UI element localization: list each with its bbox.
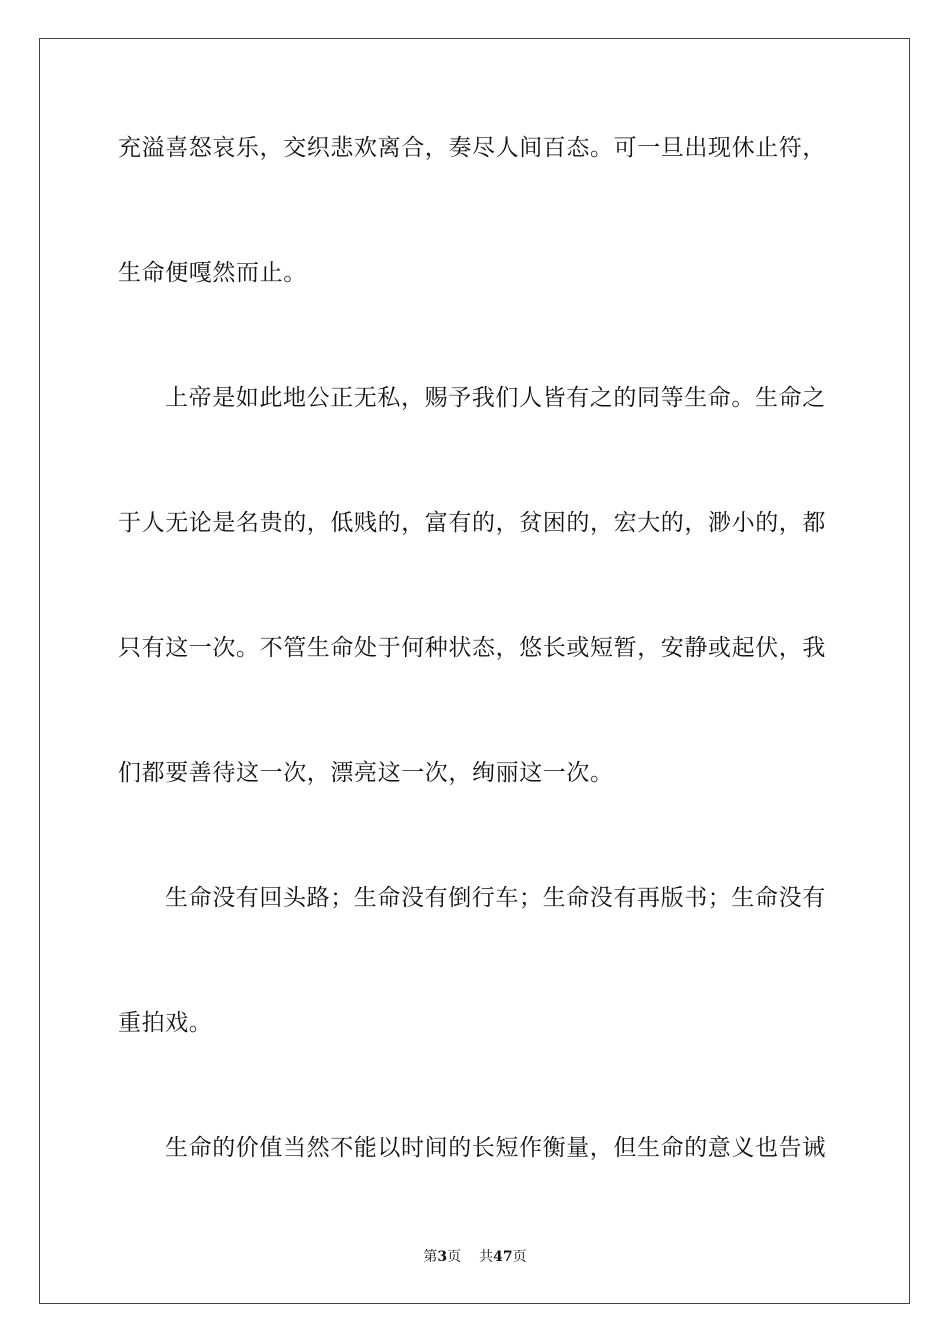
page-prefix: 第 <box>423 1249 438 1265</box>
page-suffix: 页 <box>447 1249 462 1265</box>
total-prefix: 共 <box>479 1249 494 1265</box>
total-suffix: 页 <box>512 1249 527 1265</box>
page-border <box>39 38 910 1304</box>
paragraph-2-line-2: 于人无论是名贵的，低贱的，富有的，贫困的，宏大的，渺小的，都 <box>118 510 826 536</box>
total-pages: 47 <box>493 1249 513 1265</box>
paragraph-1-line-1: 充溢喜怒哀乐，交织悲欢离合，奏尽人间百态。可一旦出现休止符， <box>118 135 826 161</box>
page-footer <box>0 1248 950 1266</box>
paragraph-2-line-3: 只有这一次。不管生命处于何种状态，悠长或短暂，安静或起伏，我 <box>118 635 826 661</box>
paragraph-2-line-4: 们都要善待这一次，漂亮这一次，绚丽这一次。 <box>118 760 614 786</box>
page-number: 3 <box>437 1249 448 1265</box>
paragraph-2-line-1: 上帝是如此地公正无私，赐予我们人皆有之的同等生命。生命之 <box>165 385 826 411</box>
paragraph-3-line-1: 生命没有回头路；生命没有倒行车；生命没有再版书；生命没有 <box>165 885 826 911</box>
paragraph-3-line-2: 重拍戏。 <box>118 1010 213 1036</box>
paragraph-1-line-2: 生命便嘎然而止。 <box>118 260 307 286</box>
paragraph-4-line-1: 生命的价值当然不能以时间的长短作衡量，但生命的意义也告诫 <box>165 1135 826 1161</box>
